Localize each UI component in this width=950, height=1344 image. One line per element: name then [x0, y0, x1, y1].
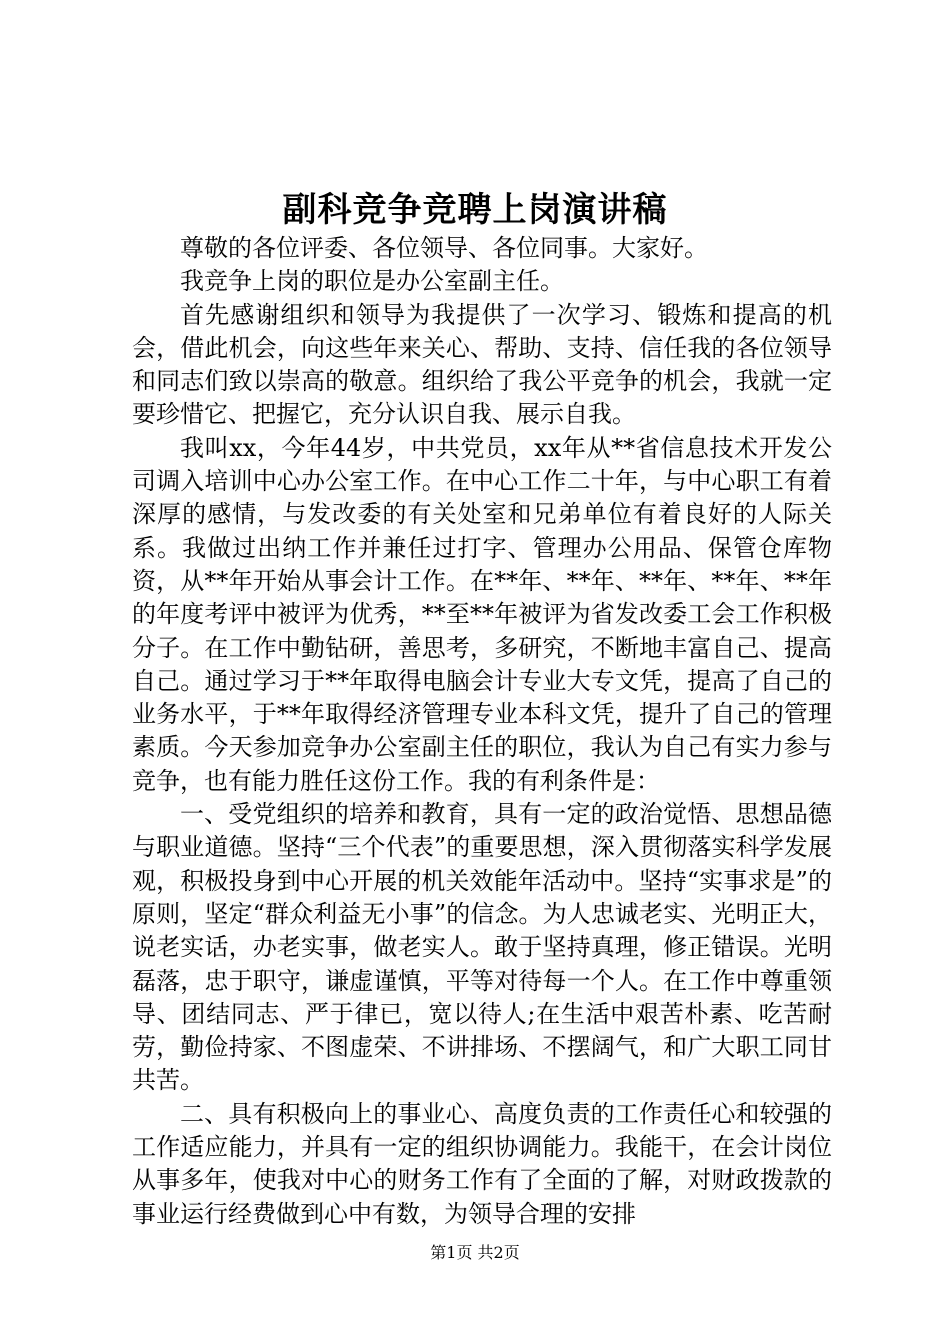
paragraph-introduction: 我叫xx，今年44岁，中共党员，xx年从**省信息技术开发公司调入培训中心办公室工作。在中心工作二十年，与中心职工有着深厚的感情，与发改委的有关处室和兄弟单位有着良好的人际关系。我做过出纳工作并兼任过打字、管理办公用品、保管仓库物资，从**年开始从事会计工作。在**年、**年、**年、**年、**年的年度考评中被评为优秀，**至**年被评为省发改委工会工作积极分子。在工作中勤钻研，善思考，多研究，不断地丰富自己、提高自己。通过学习于**年取得电脑会计专业大专文凭，提高了自己的业务水平，于**年取得经济管理专业本科文凭，提升了自己的管理素质。今天参加竞争办公室副主任的职位，我认为自己有实力参与竞争，也有能力胜任这份工作。我的有利条件是：: [132, 433, 832, 795]
paragraph-position: 我竞争上岗的职位是办公室副主任。: [180, 267, 564, 296]
paragraph-thanks: 首先感谢组织和领导为我提供了一次学习、锻炼和提高的机会，借此机会，向这些年来关心、帮助、支持、信任我的各位领导和同志们致以崇高的敬意。组织给了我公平竞争的机会，我就一定要珍惜它、把握它，充分认识自我、展示自我。: [132, 300, 832, 429]
paragraph-point-two: 二、具有积极向上的事业心、高度负责的工作责任心和较强的工作适应能力，并具有一定的组织协调能力。我能干，在会计岗位从事多年，使我对中心的财务工作有了全面的了解，对财政拨款的事业运行经费做到心中有数，为领导合理的安排: [132, 1099, 832, 1228]
paragraph-point-one: 一、受党组织的培养和教育，具有一定的政治觉悟、思想品德与职业道德。坚持“三个代表”的重要思想，深入贯彻落实科学发展观，积极投身到中心开展的机关效能年活动中。坚持“实事求是”的原则，坚定“群众利益无小事”的信念。为人忠诚老实、光明正大，说老实话，办老实事，做老实人。敢于坚持真理，修正错误。光明磊落，忠于职守，谦虚谨慎，平等对待每一个人。在工作中尊重领导、团结同志、严于律已，宽以待人;在生活中艰苦朴素、吃苦耐劳，勤俭持家、不图虚荣、不讲排场、不摆阔气，和广大职工同甘共苦。: [132, 800, 832, 1095]
page-number-footer: 第1页 共2页: [430, 1243, 520, 1262]
document-body: [132, 232, 832, 1231]
document-title: 副科竞争竞聘上岗演讲稿: [282, 190, 668, 230]
paragraph-greeting: 尊敬的各位评委、各位领导、各位同事。大家好。: [180, 234, 708, 262]
